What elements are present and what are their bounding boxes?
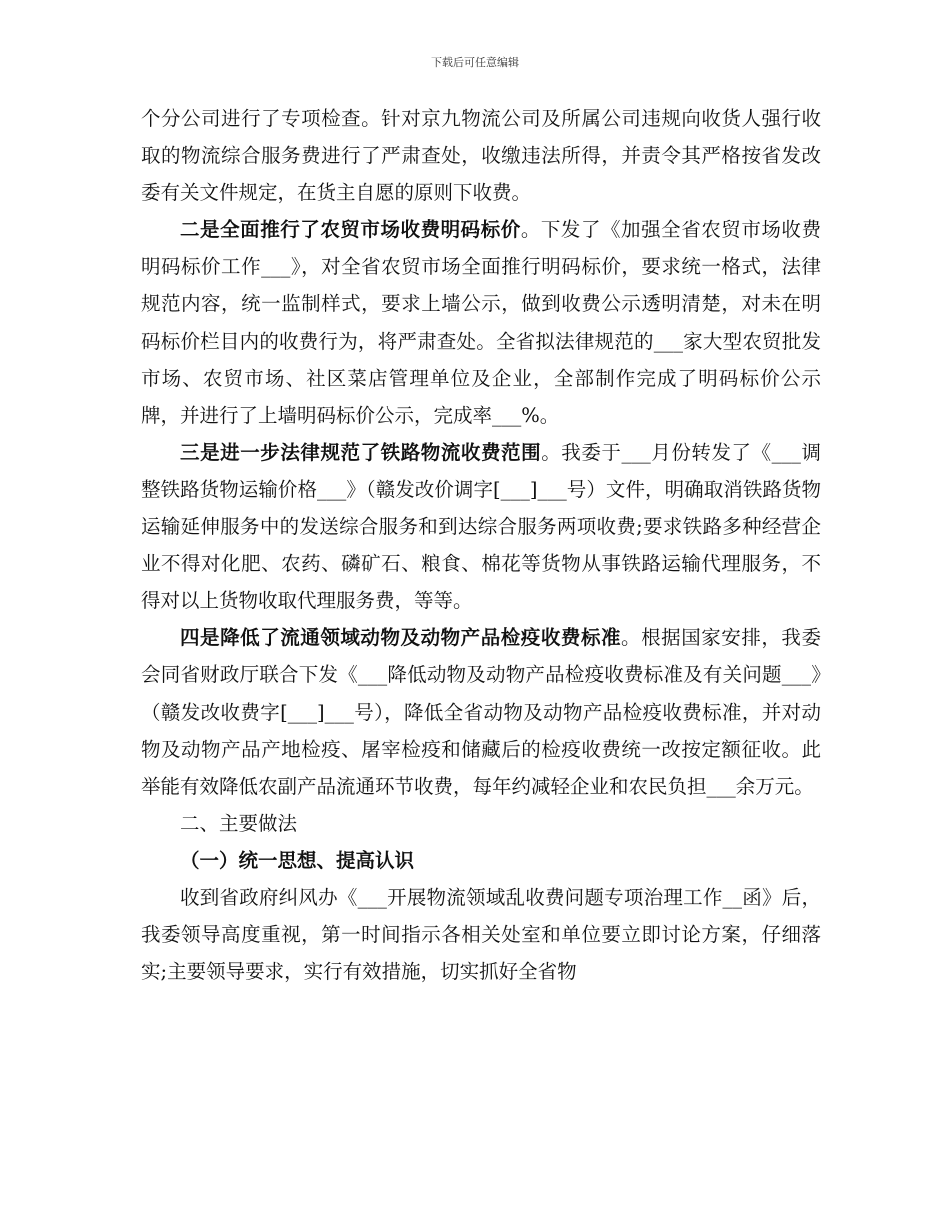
paragraph-text: 。根据国家安排，我委会同省财政厅联合下发《___降低动物及动物产品检疫收费标准及有关问题___》（赣发改收费字[___]___号），降低全省动物及动物产品检疫收费标准，并对动物及动物产品产地检疫、屠宰检疫和储藏后的检疫收费统一改按定额征收。此举能有效降低农副产品流通环节收费，每年约减轻企业和农民负担___余万元。 bbox=[141, 626, 821, 798]
paragraph-body bbox=[141, 879, 821, 990]
subsection-heading bbox=[141, 842, 821, 879]
paragraph-point-three bbox=[141, 434, 821, 619]
paragraph-text: 收到省政府纠风办《___开展物流领域乱收费问题专项治理工作__函》后，我委领导高度重视，第一时间指示各相关处室和单位要立即讨论方案，仔细落实;主要领导要求，实行有效措施，切实抓好全省物 bbox=[141, 885, 821, 984]
paragraph-text: 。我委于___月份转发了《___调整铁路货物运输价格___》（赣发改价调字[___]___号）文件，明确取消铁路货物运输延伸服务中的发送综合服务和到达综合服务两项收费;要求铁路多种经营企业不得对化肥、农药、磷矿石、粮食、棉花等货物从事铁路运输代理服务，不得对以上货物收取代理服务费，等等。 bbox=[141, 440, 821, 613]
section-heading bbox=[141, 805, 821, 842]
section-heading-text: 二、主要做法 bbox=[180, 811, 298, 835]
paragraph-lead: 三是进一步法律规范了铁路物流收费范围 bbox=[180, 440, 542, 464]
paragraph-point-two bbox=[141, 211, 821, 434]
paragraph-continuation bbox=[141, 100, 821, 211]
paragraph-point-four bbox=[141, 619, 821, 804]
paragraph-text: 。下发了《加强全省农贸市场收费明码标价工作___》，对全省农贸市场全面推行明码标价，要求统一格式，法律规范内容，统一监制样式，要求上墙公示，做到收费公示透明清楚，对未在明码标价栏目内的收费行为，将严肃查处。全省拟法律规范的___家大型农贸批发市场、农贸市场、社区菜店管理单位及企业，全部制作完成了明码标价公示牌，并进行了上墙明码标价公示，完成率___%。 bbox=[141, 218, 821, 427]
page-header: 下载后可任意编辑 bbox=[431, 56, 519, 69]
paragraph-lead: 四是降低了流通领域动物及动物产品检疫收费标准 bbox=[180, 626, 622, 650]
paragraph-text: 个分公司进行了专项检查。针对京九物流公司及所属公司违规向收货人强行收取的物流综合服务费进行了严肃查处，收缴违法所得，并责令其严格按省发改委有关文件规定，在货主自愿的原则下收费。 bbox=[141, 107, 821, 205]
document-body bbox=[141, 100, 821, 990]
subsection-heading-text: （一）统一思想、提高认识 bbox=[180, 848, 415, 872]
paragraph-lead: 二是全面推行了农贸市场收费明码标价 bbox=[180, 218, 521, 242]
